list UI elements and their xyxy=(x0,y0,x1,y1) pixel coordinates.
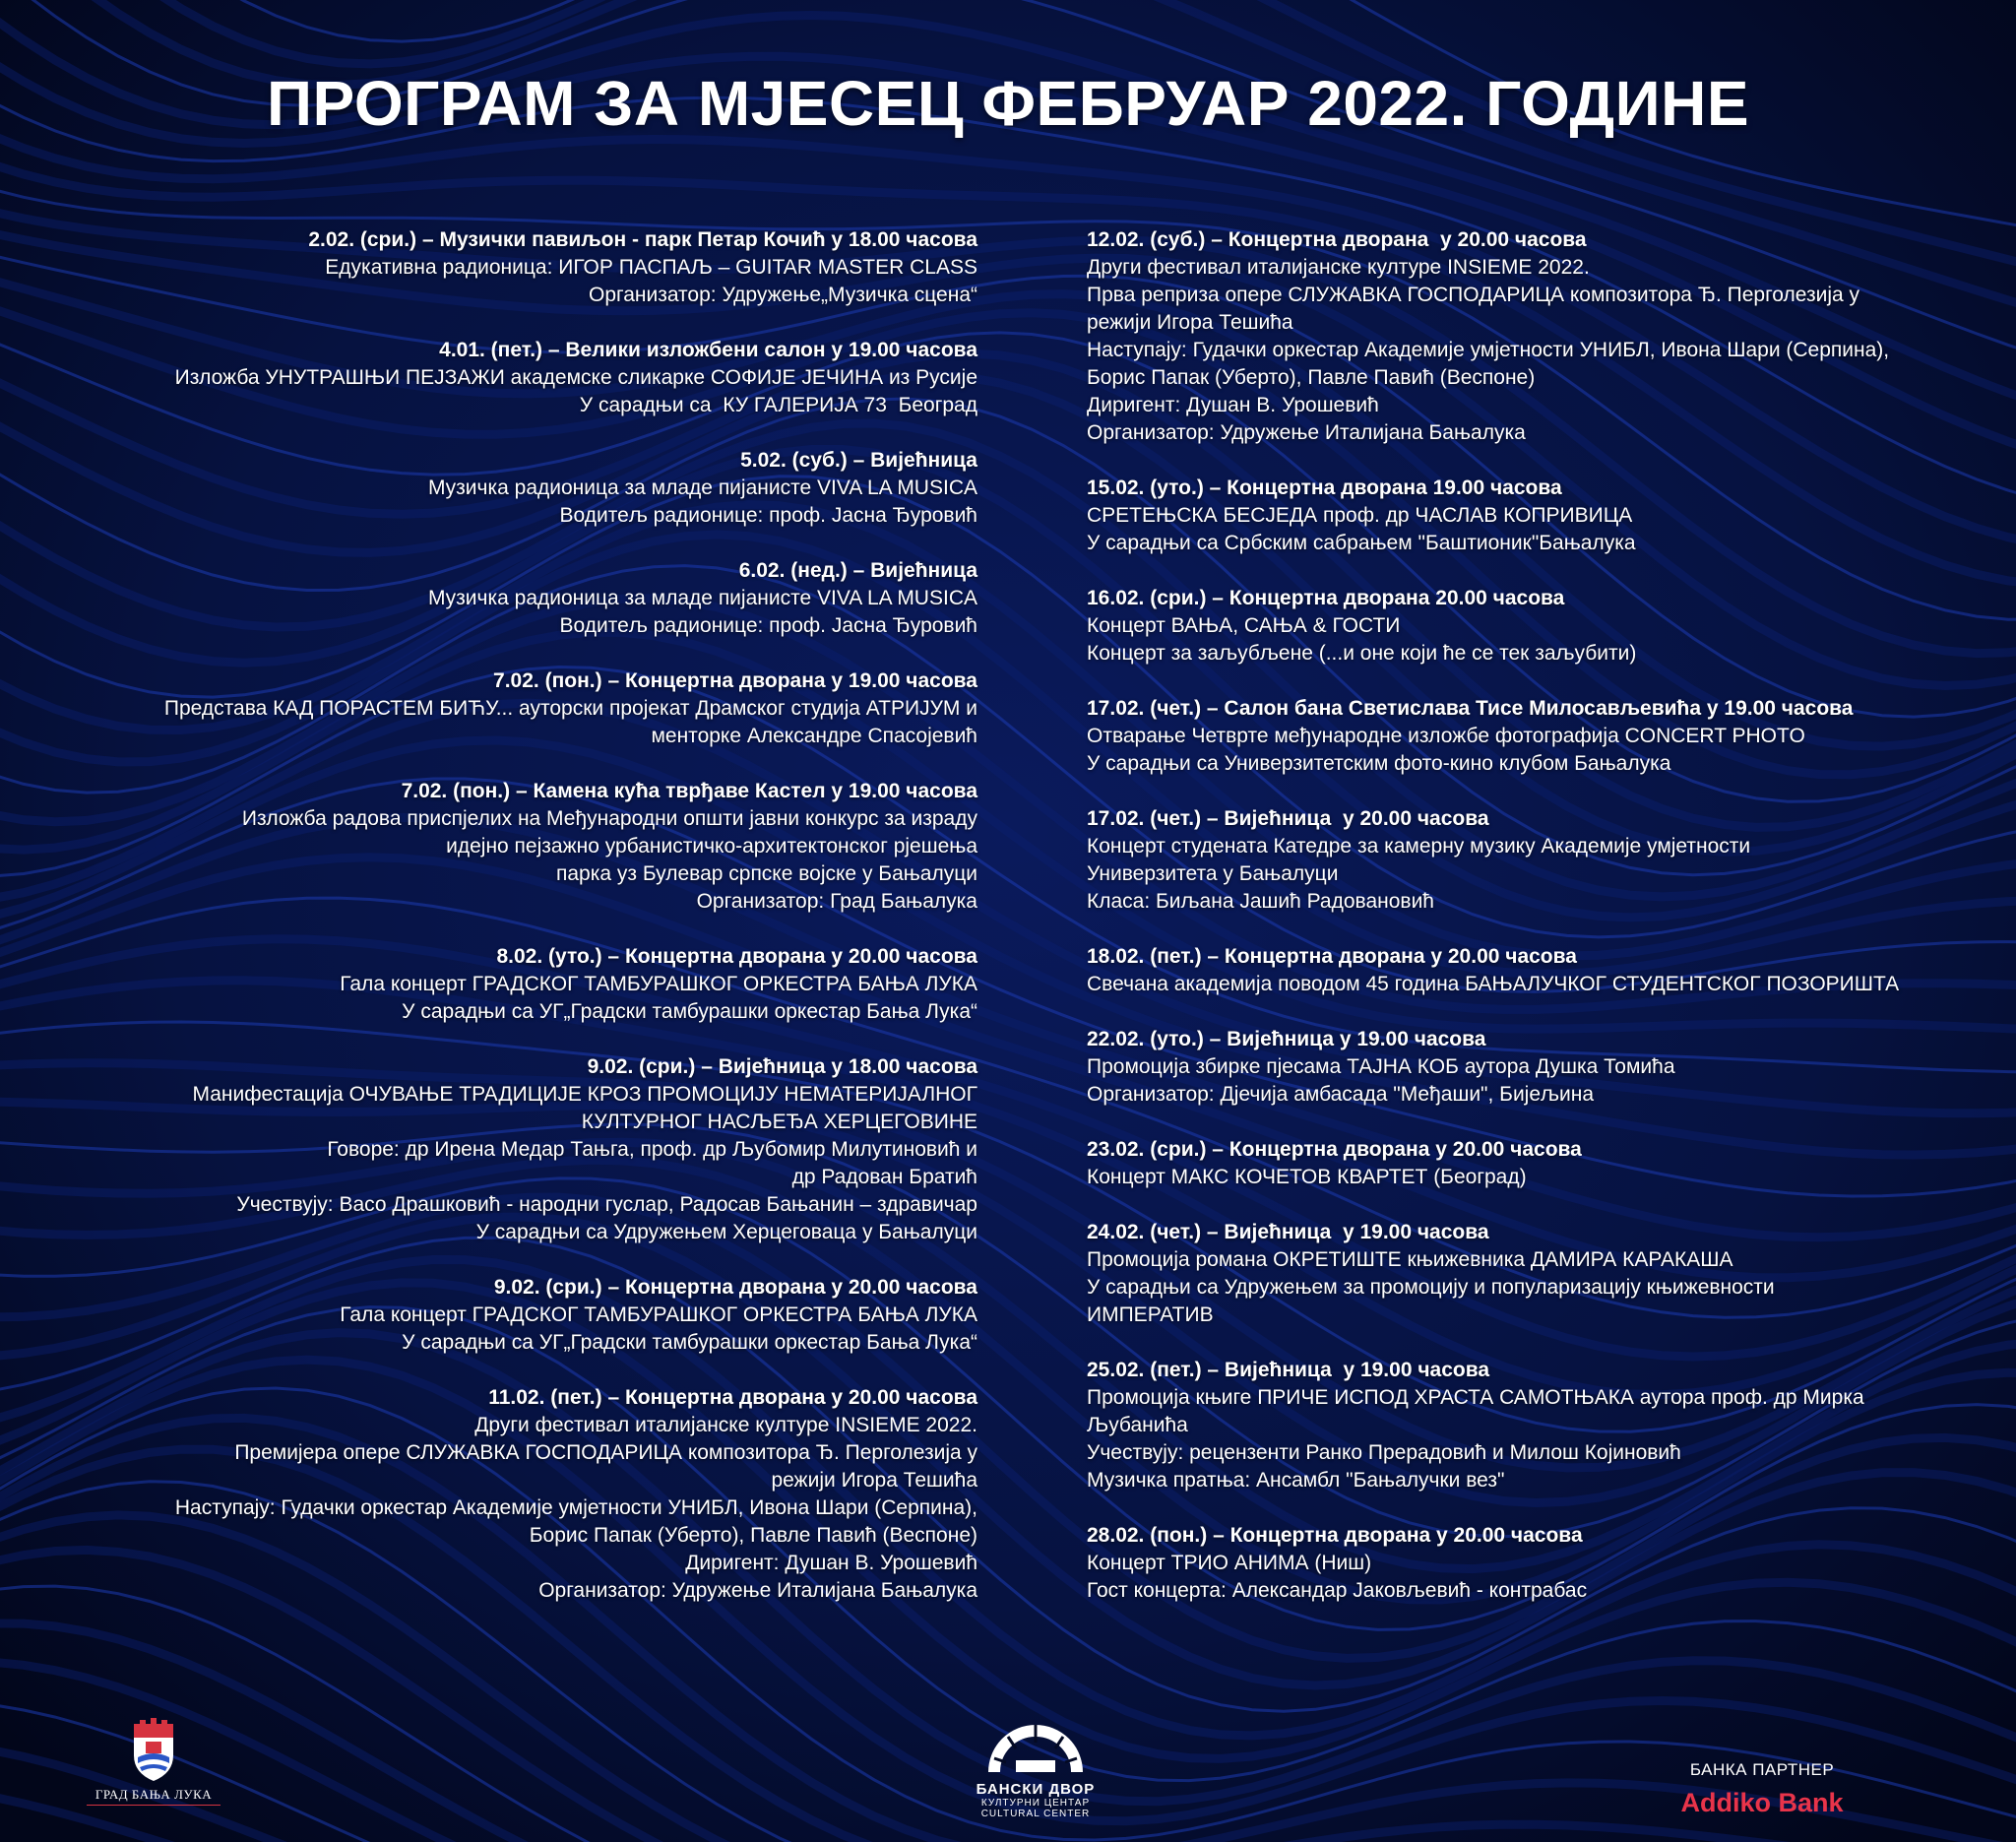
event-detail-line: СРЕТЕЊСКА БЕСЈЕДА проф. др ЧАСЛАВ КОПРИВИЦА xyxy=(1087,504,1633,527)
event-entry xyxy=(59,1053,977,1246)
event-detail-line: У сарадњи са Србским сабрањем "Баштионик"Бањалука xyxy=(1087,532,1636,554)
event-entry xyxy=(1087,695,1973,778)
event-heading: 18.02. (пет.) – Концертна дворана у 20.00 часова xyxy=(1087,945,1577,968)
event-heading: 22.02. (уто.) – Вијећница у 19.00 часова xyxy=(1087,1028,1486,1050)
event-detail-line: Музичка радионица за младе пијанисте VIVA LA MUSICA xyxy=(427,476,977,499)
event-detail-line: Едукативна радионица: ИГОР ПАСПАЉ – GUITAR MASTER CLASS xyxy=(325,256,977,279)
event-detail-line: Гала концерт ГРАДСКОГ ТАМБУРАШКОГ ОРКЕСТРА БАЊА ЛУКА xyxy=(340,973,977,995)
bank-partner-label: БАНКА ПАРТНЕР xyxy=(1689,1760,1835,1779)
event-detail-line: режији Игора Тешића xyxy=(771,1469,977,1492)
event-detail-line: У сарадњи са Универзитетским фото-кино клубом Бањалука xyxy=(1087,752,1671,775)
event-detail-line: У сарадњи са Удружењем за промоцију и популаризацију књижевности xyxy=(1087,1276,1775,1299)
event-detail-line: У сарадњи са УГ„Градски тамбурашки оркестар Бања Лука“ xyxy=(402,1331,977,1354)
event-detail-line: Класа: Биљана Јашић Радовановић xyxy=(1087,890,1434,913)
event-detail-line: Представа КАД ПОРАСТЕМ БИЋУ... ауторски пројекат Драмског студија АТРИЈУМ и xyxy=(163,697,977,720)
page-title: ПРОГРАМ ЗА МЈЕСЕЦ ФЕБРУАР 2022. ГОДИНЕ xyxy=(266,68,1750,139)
event-entry xyxy=(59,1274,977,1357)
event-detail-line: Универзитета у Бањалуци xyxy=(1087,862,1339,885)
event-heading: 7.02. (пон.) – Камена кућа тврђаве Кастел у 19.00 часова xyxy=(401,780,977,802)
event-heading: 2.02. (сри.) – Музички павиљон - парк Петар Кочић у 18.00 часова xyxy=(308,228,977,251)
event-entry xyxy=(59,943,977,1026)
event-detail-line: Изложба радова приспјелих на Међународни општи јавни конкурс за израду xyxy=(241,807,977,830)
event-heading: 24.02. (чет.) – Вијећница у 19.00 часова xyxy=(1087,1221,1489,1243)
event-heading: 12.02. (суб.) – Концертна дворана у 20.00 часова xyxy=(1087,228,1587,251)
event-heading: 17.02. (чет.) – Салон бана Светислава Тисе Милосављевића у 19.00 часова xyxy=(1087,697,1854,720)
event-detail-line: Организатор: Дјечија амбасада "Међаши", Бијељина xyxy=(1087,1083,1595,1106)
center-subtitle-local: КУЛТУРНИ ЦЕНТАР xyxy=(980,1798,1091,1809)
event-detail-line: др Радован Братић xyxy=(791,1166,977,1188)
event-entry xyxy=(59,667,977,750)
event-detail-line: Водитељ радионице: проф. Јасна Ђуровић xyxy=(559,504,977,527)
event-detail-line: парка уз Булевар српске војске у Бањалуци xyxy=(556,862,977,885)
event-detail-line: Концерт за заљубљене (...и оне који ће се тек заљубити) xyxy=(1087,642,1637,665)
event-entry xyxy=(1087,943,1973,998)
event-detail-line: У сарадњи са КУ ГАЛЕРИЈА 73 Београд xyxy=(579,394,977,416)
event-heading: 16.02. (сри.) – Концертна дворана 20.00 часова xyxy=(1087,587,1565,609)
event-entry xyxy=(1087,1026,1973,1109)
event-detail-line: Промоција романа ОКРЕТИШТЕ књижевника ДАМИРА КАРАКАША xyxy=(1087,1248,1733,1271)
bank-partner xyxy=(1664,1760,1860,1818)
event-detail-line: ИМПЕРАТИВ xyxy=(1087,1303,1214,1326)
event-detail-line: Музичка пратња: Ансамбл "Бањалучки вез" xyxy=(1087,1469,1505,1492)
event-detail-line: Наступају: Гудачки оркестар Академије умјетности УНИБЛ, Ивона Шари (Серпина), xyxy=(174,1496,977,1519)
event-detail-line: Концерт ТРИО АНИМА (Ниш) xyxy=(1087,1552,1372,1574)
event-entry xyxy=(1087,585,1973,667)
event-detail-line: Борис Папак (Уберто), Павле Павић (Веспоне) xyxy=(1087,366,1536,389)
event-heading: 11.02. (пет.) – Концертна дворана у 20.00 часова xyxy=(488,1386,977,1409)
event-entry xyxy=(1087,226,1973,447)
right-column xyxy=(1087,226,1973,1632)
event-detail-line: У сарадњи са Удружењем Херцеговаца у Бањалуци xyxy=(475,1221,977,1243)
event-detail-line: Љубанића xyxy=(1087,1414,1188,1436)
event-detail-line: Организатор: Удружење Италијана Бањалука xyxy=(538,1579,977,1602)
event-detail-line: Концерт студената Катедре за камерну музику Академије умјетности xyxy=(1087,835,1751,857)
event-heading: 9.02. (сри.) – Концертна дворана у 20.00 часова xyxy=(493,1276,977,1299)
event-heading: 6.02. (нед.) – Вијећница xyxy=(738,559,977,582)
event-entry xyxy=(59,778,977,916)
event-detail-line: Диригент: Душан В. Урошевић xyxy=(1087,394,1379,416)
event-detail-line: Наступају: Гудачки оркестар Академије умјетности УНИБЛ, Ивона Шари (Серпина), xyxy=(1087,339,1890,361)
event-heading: 25.02. (пет.) – Вијећница у 19.00 часова xyxy=(1087,1359,1490,1381)
event-detail-line: Диригент: Душан В. Урошевић xyxy=(685,1552,977,1574)
event-detail-line: Учествују: рецензенти Ранко Прерадовић и Милош Којиновић xyxy=(1087,1441,1681,1464)
event-detail-line: Манифестација ОЧУВАЊЕ ТРАДИЦИЈЕ КРОЗ ПРОМОЦИЈУ НЕМАТЕРИЈАЛНОГ xyxy=(192,1083,977,1106)
event-entry xyxy=(1087,1522,1973,1605)
event-detail-line: Промоција књиге ПРИЧЕ ИСПОД ХРАСТА САМОТЊАКА аутора проф. др Мирка xyxy=(1087,1386,1864,1409)
event-detail-line: Организатор: Град Бањалука xyxy=(696,890,977,913)
city-coat-of-arms-icon xyxy=(128,1718,179,1783)
event-heading: 7.02. (пон.) – Концертна дворана у 19.00 часова xyxy=(493,669,977,692)
event-entry xyxy=(59,447,977,530)
event-detail-line: Организатор: Удружење„Музичка сцена“ xyxy=(588,284,977,306)
event-entry xyxy=(1087,1357,1973,1494)
event-detail-line: Водитељ радионице: проф. Јасна Ђуровић xyxy=(559,614,977,637)
event-detail-line: менторке Александре Спасојевић xyxy=(651,725,977,747)
left-column xyxy=(59,226,977,1632)
event-heading: 28.02. (пон.) – Концертна дворана у 20.00 часова xyxy=(1087,1524,1583,1547)
event-detail-line: У сарадњи са УГ„Градски тамбурашки оркестар Бања Лука“ xyxy=(402,1000,977,1023)
event-entry xyxy=(1087,1219,1973,1329)
event-detail-line: Концерт ВАЊА, САЊА & ГОСТИ xyxy=(1087,614,1401,637)
event-entry xyxy=(1087,1136,1973,1191)
center-subtitle-english: CULTURAL CENTER xyxy=(980,1809,1091,1819)
event-detail-line: Промоција збирке пјесама ТАЈНА КОБ аутора Душка Томића xyxy=(1087,1055,1675,1078)
event-detail-line: Борис Папак (Уберто), Павле Павић (Веспоне) xyxy=(529,1524,977,1547)
event-detail-line: Организатор: Удружење Италијана Бањалука xyxy=(1087,421,1526,444)
event-detail-line: Свечана академија поводом 45 година БАЊАЛУЧКОГ СТУДЕНТСКОГ ПОЗОРИШТА xyxy=(1087,973,1900,995)
event-detail-line: Гост концерта: Александар Јаковљевић - контрабас xyxy=(1087,1579,1588,1602)
event-detail-line: Прва реприза опере СЛУЖАВКА ГОСПОДАРИЦА композитора Ђ. Перголезија у xyxy=(1087,284,1860,306)
event-heading: 4.01. (пет.) – Велики изложбени салон у 19.00 часова xyxy=(439,339,977,361)
event-detail-line: Учествују: Васо Драшковић - народни гуслар, Радосав Бањанин – здравичар xyxy=(236,1193,977,1216)
city-caption: ГРАД БАЊА ЛУКА xyxy=(87,1787,220,1806)
event-detail-line: Други фестивал италијанске културе INSIEME 2022. xyxy=(474,1414,977,1436)
banski-dvor-arch-icon xyxy=(986,1725,1085,1774)
event-detail-line: Отварање Четврте међународне изложбе фотографија CONCERT PHOTO xyxy=(1087,725,1805,747)
event-detail-line: Премијера опере СЛУЖАВКА ГОСПОДАРИЦА композитора Ђ. Перголезија у xyxy=(234,1441,977,1464)
event-detail-line: Гала концерт ГРАДСКОГ ТАМБУРАШКОГ ОРКЕСТРА БАЊА ЛУКА xyxy=(340,1303,977,1326)
event-entry xyxy=(59,557,977,640)
event-detail-line: Музичка радионица за младе пијанисте VIVA LA MUSICA xyxy=(427,587,977,609)
center-name: БАНСКИ ДВОР xyxy=(976,1781,1096,1798)
event-entry xyxy=(1087,805,1973,916)
event-detail-line: Концерт МАКС КОЧЕТОВ КВАРТЕТ (Београд) xyxy=(1087,1166,1527,1188)
event-heading: 5.02. (суб.) – Вијећница xyxy=(740,449,977,472)
event-entry xyxy=(1087,475,1973,557)
event-detail-line: Други фестивал италијанске културе INSIEME 2022. xyxy=(1087,256,1590,279)
event-heading: 17.02. (чет.) – Вијећница у 20.00 часова xyxy=(1087,807,1489,830)
event-detail-line: Говоре: др Ирена Медар Тањга, проф. др Љубомир Милутиновић и xyxy=(327,1138,977,1161)
bank-logo: Addiko Bank xyxy=(1680,1788,1844,1817)
cultural-center-logo xyxy=(967,1725,1104,1819)
event-heading: 9.02. (сри.) – Вијећница у 18.00 часова xyxy=(587,1055,977,1078)
event-detail-line: режији Игора Тешића xyxy=(1087,311,1293,334)
city-logo xyxy=(87,1718,220,1806)
event-detail-line: идејно пејзажно урбанистичко-архитектонског рјешења xyxy=(446,835,977,857)
event-heading: 15.02. (уто.) – Концертна дворана 19.00 часова xyxy=(1087,476,1562,499)
event-detail-line: КУЛТУРНОГ НАСЉЕЂА ХЕРЦЕГОВИНЕ xyxy=(581,1111,977,1133)
event-entry xyxy=(59,226,977,309)
event-heading: 8.02. (уто.) – Концертна дворана у 20.00 часова xyxy=(496,945,977,968)
event-entry xyxy=(59,337,977,419)
event-detail-line: Изложба УНУТРАШЊИ ПЕЈЗАЖИ академске сликарке СОФИЈЕ ЈЕЧИНА из Русије xyxy=(174,366,977,389)
event-heading: 23.02. (сри.) – Концертна дворана у 20.00 часова xyxy=(1087,1138,1582,1161)
event-entry xyxy=(59,1384,977,1605)
